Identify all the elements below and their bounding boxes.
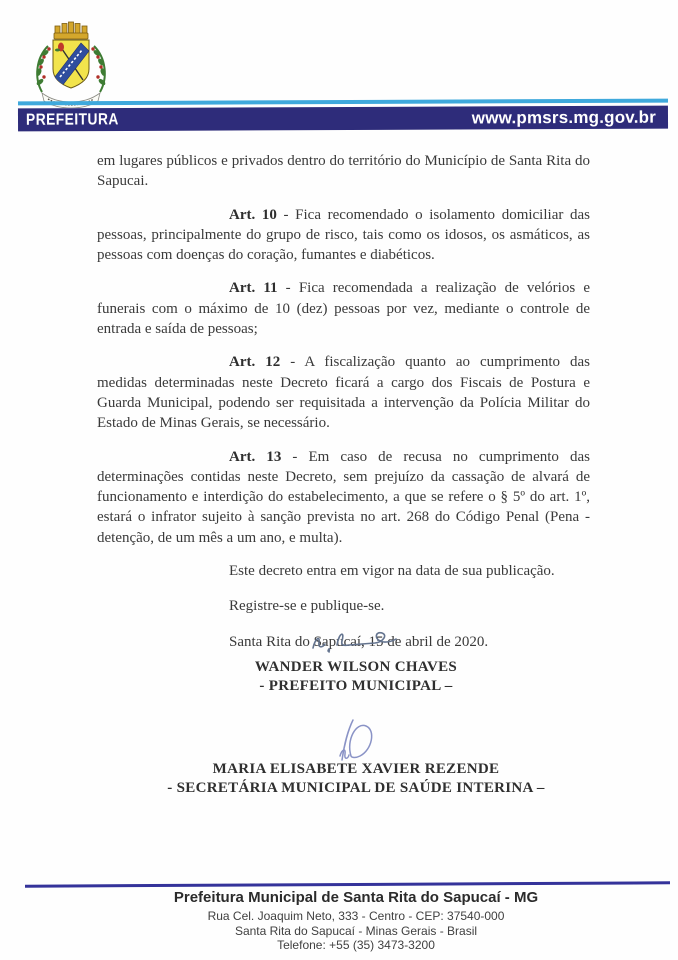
paragraph-place-date: Santa Rita do Sapucaí, 15 de abril de 2020.: [229, 633, 489, 650]
footer-address-street: Rua Cel. Joaquim Neto, 333 - Centro - CEP: 37540-000: [207, 909, 505, 923]
footer-address-city: Santa Rita do Sapucaí - Minas Gerais - Brasil: [234, 923, 478, 938]
paragraph-effective-date: Este decreto entra em vigor na data de sua publicação.: [229, 563, 555, 580]
decree-body: [97, 151, 590, 667]
signature-block-mayor: [116, 622, 596, 696]
paragraph-art-12: Art. 12 - A fiscalização quanto ao cumprimento das medidas determinadas neste Decreto ficará a cargo dos Fiscais de Postura e Guarda Municipal, podendo ser requisitada a intervenção da Polícia Militar do Estado de Minas Gerais, se necessário.: [97, 354, 590, 432]
website-url: www.pmsrs.mg.gov.br: [471, 107, 657, 127]
footer-phone: Telefone: +55 (35) 3473-3200: [277, 938, 435, 952]
paragraph-register-publish: Registre-se e publique-se.: [229, 598, 385, 615]
footer: [116, 889, 596, 953]
paragraph-art-11: Art. 11 - Fica recomendada a realização de velórios e funerais com o máximo de 10 (dez) pessoas por vez, mediante o controle de entrada e saída de pessoas;: [97, 280, 590, 338]
paragraph-art-10: Art. 10 - Fica recomendado o isolamento domiciliar das pessoas, principalmente do grupo de risco, tais como os idosos, os asmáticos, as pessoas com doenças do coração, fumantes e diabéticos.: [97, 206, 590, 264]
art-11-label: Art. 11: [229, 280, 278, 297]
paragraph-art-13: Art. 13 - Em caso de recusa no cumprimento das determinações contidas neste Decreto, sem prejuízo da cassação de alvará de funcionamento e interdição do estabelecimento, a que se refere o § 5º do art. 1º, estará o infrator sujeito à sanção prevista no art. 268 do Código Penal (Pena - detenção, de um mês a um ano, e multa).: [97, 448, 590, 546]
secretary-handwritten-signature-icon: [308, 714, 404, 766]
mayor-name: WANDER WILSON CHAVES: [254, 659, 458, 675]
secretary-role: - SECRETÁRIA MUNICIPAL DE SAÚDE INTERINA –: [167, 780, 545, 796]
secretary-name: MARIA ELISABETE XAVIER REZENDE: [212, 761, 500, 777]
art-10-label: Art. 10: [229, 206, 277, 223]
signature-block-secretary: [116, 714, 596, 798]
art-13-label: Art. 13: [229, 448, 282, 465]
art-12-label: Art. 12: [229, 354, 281, 371]
footer-divider: [25, 881, 670, 887]
paragraph-continuation: em lugares públicos e privados dentro do território do Município de Santa Rita do Sapucai.: [97, 153, 590, 190]
footer-organization: Prefeitura Municipal de Santa Rita do Sapucaí - MG: [173, 889, 539, 906]
prefeitura-label: PREFEITURA: [25, 110, 119, 130]
mayor-role: - PREFEITO MUNICIPAL –: [259, 678, 453, 694]
coat-of-arms-icon: [30, 20, 112, 108]
municipal-coat-of-arms: [30, 20, 112, 108]
header-bar: [18, 106, 668, 132]
mayor-handwritten-signature-icon: [301, 622, 411, 658]
header-cyan-stripe: [18, 99, 668, 106]
